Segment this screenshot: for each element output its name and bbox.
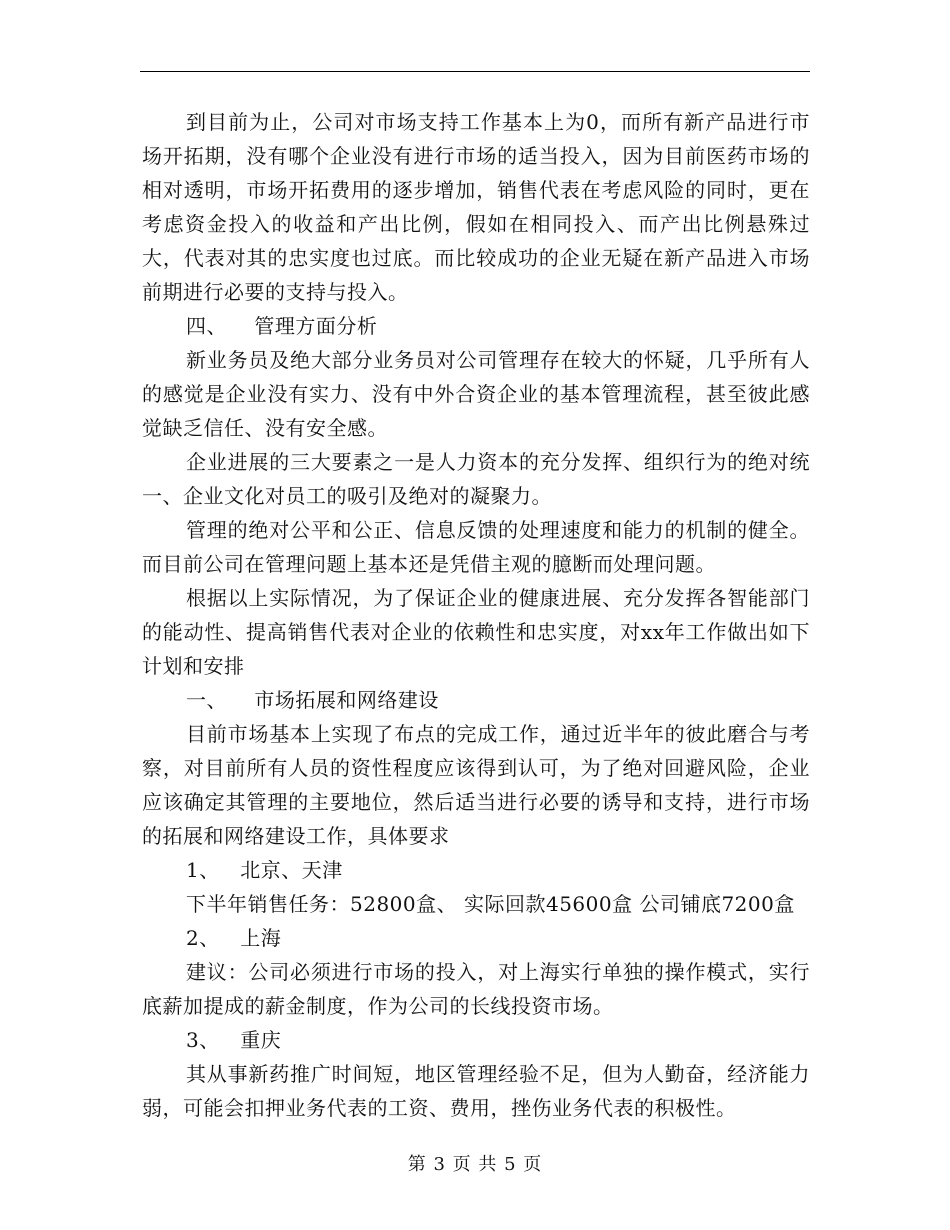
heading-chongqing: 3、 重庆	[186, 1028, 282, 1052]
paragraph-network-building: 目前市场基本上实现了布点的完成工作，通过近半年的彼此磨合与考察，对目前所有人员的资性程度应该得到认可，为了绝对回避风险，企业应该确定其管理的主要地位，然后适当进行必要的诱导和支持，进行市场的拓展和网络建设工作，具体要求	[142, 722, 810, 848]
heading-management-analysis: 四、 管理方面分析	[186, 314, 378, 338]
paragraph-market-support: 到目前为止，公司对市场支持工作基本上为0，而所有新产品进行市场开拓期，没有哪个企业没有进行市场的适当投入，因为目前医药市场的相对透明，市场开拓费用的逐步增加，销售代表在考虑风险的同时，更在考虑资金投入的收益和产出比例，假如在相同投入、而产出比例悬殊过大，代表对其的忠实度也过底。而比较成功的企业无疑在新产品进入市场前期进行必要的支持与投入。	[142, 110, 810, 304]
page-footer: 第 3 页 共 5 页	[407, 1154, 543, 1175]
paragraph-plan-intro: 根据以上实际情况，为了保证企业的健康进展、充分发挥各智能部门的能动性、提高销售代表对企业的依赖性和忠实度，对xx年工作做出如下计划和安排	[142, 586, 810, 678]
paragraph-staff-doubt: 新业务员及绝大部分业务员对公司管理存在较大的怀疑，几乎所有人的感觉是企业没有实力、没有中外合资企业的基本管理流程，甚至彼此感觉缺乏信任、没有安全感。	[142, 348, 810, 440]
paragraph-chongqing: 其从事新药推广时间短，地区管理经验不足，但为人勤奋，经济能力弱，可能会扣押业务代表的工资、费用，挫伤业务代表的积极性。	[142, 1062, 810, 1120]
document-body	[142, 105, 810, 1125]
paragraph-three-elements: 企业进展的三大要素之一是人力资本的充分发挥、组织行为的绝对统一、企业文化对员工的吸引及绝对的凝聚力。	[142, 450, 810, 508]
heading-beijing-tianjin: 1、 北京、天津	[186, 858, 343, 882]
paragraph-sales-target: 下半年销售任务：52800盒、 实际回款45600盒 公司铺底7200盒	[186, 892, 795, 916]
heading-shanghai: 2、 上海	[186, 926, 282, 950]
paragraph-shanghai-advice: 建议：公司必须进行市场的投入，对上海实行单独的操作模式，实行底薪加提成的薪金制度，作为公司的长线投资市场。	[142, 960, 810, 1018]
header-rule	[140, 71, 810, 72]
heading-market-expansion: 一、 市场拓展和网络建设	[186, 688, 439, 712]
paragraph-management-fairness: 管理的绝对公平和公正、信息反馈的处理速度和能力的机制的健全。而目前公司在管理问题上基本还是凭借主观的臆断而处理问题。	[142, 518, 810, 576]
